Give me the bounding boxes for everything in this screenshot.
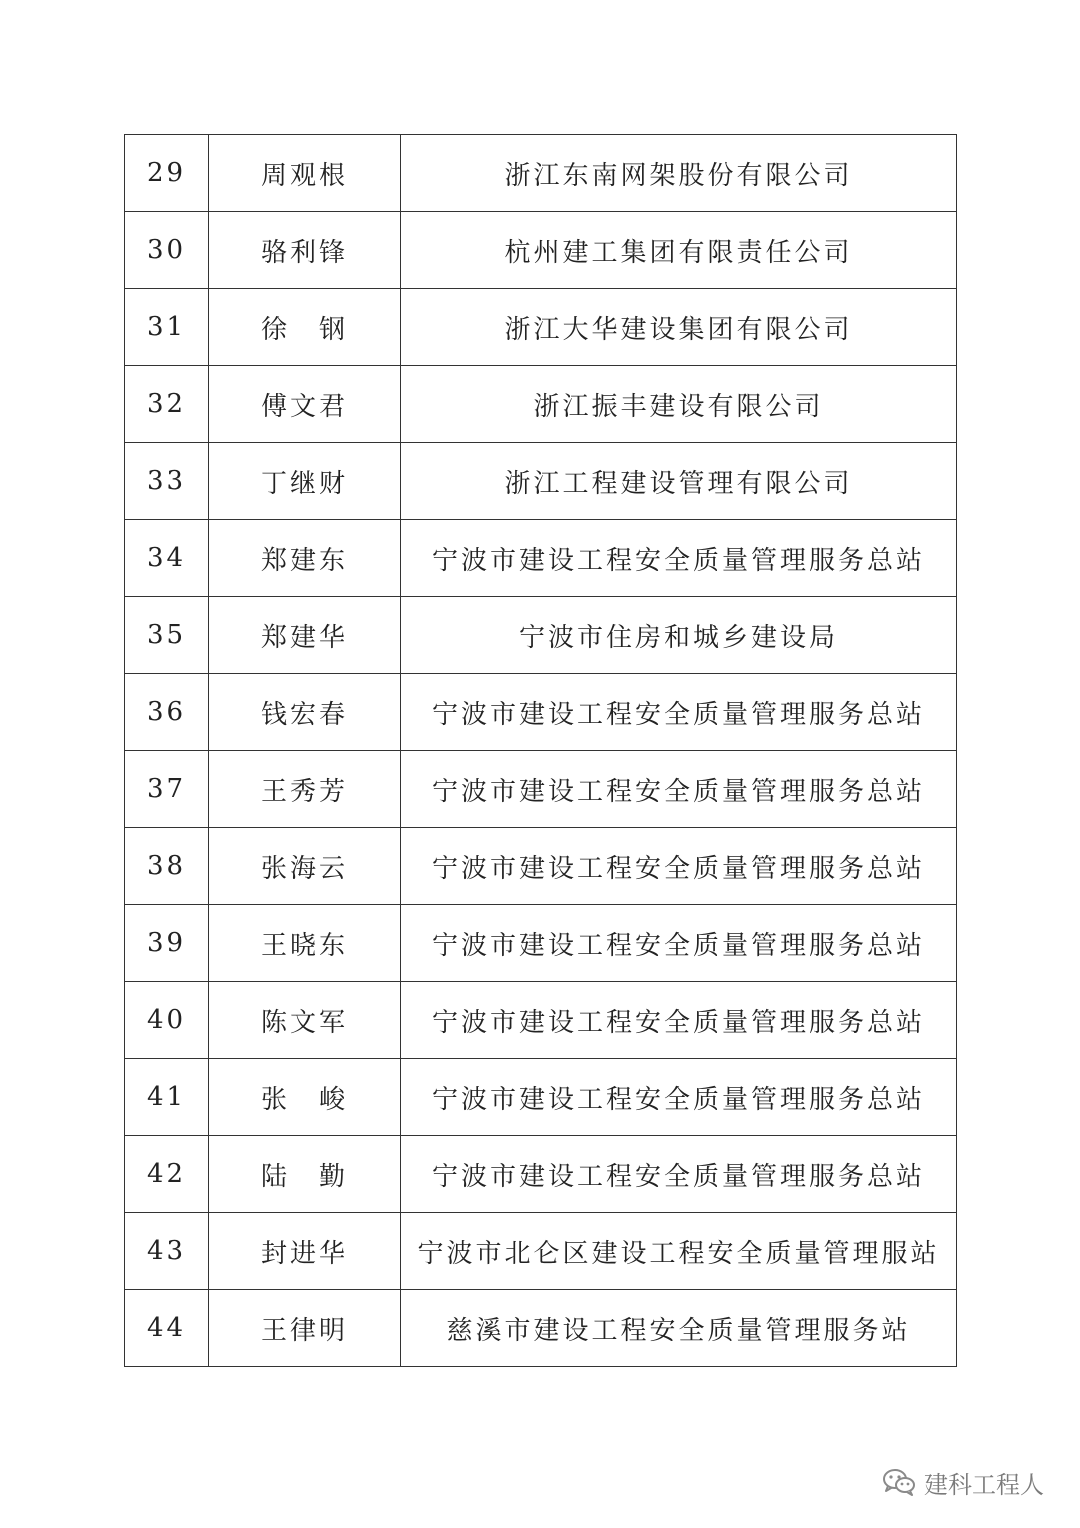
organization: 慈溪市建设工程安全质量管理服务站 <box>401 1290 957 1367</box>
watermark <box>882 1462 1044 1502</box>
table-row <box>125 751 957 828</box>
row-number: 35 <box>125 597 209 674</box>
row-number: 38 <box>125 828 209 905</box>
organization: 宁波市住房和城乡建设局 <box>401 597 957 674</box>
organization: 宁波市建设工程安全质量管理服务总站 <box>401 674 957 751</box>
table-row <box>125 212 957 289</box>
organization: 宁波市建设工程安全质量管理服务总站 <box>401 905 957 982</box>
row-number: 43 <box>125 1213 209 1290</box>
wechat-icon <box>882 1468 916 1496</box>
table-row <box>125 674 957 751</box>
person-name: 郑建华 <box>209 597 401 674</box>
table-row <box>125 1213 957 1290</box>
person-name: 陈文军 <box>209 982 401 1059</box>
table-row <box>125 1136 957 1213</box>
row-number: 44 <box>125 1290 209 1367</box>
organization: 浙江大华建设集团有限公司 <box>401 289 957 366</box>
table-row <box>125 1059 957 1136</box>
organization: 宁波市建设工程安全质量管理服务总站 <box>401 1059 957 1136</box>
table-row <box>125 828 957 905</box>
person-name: 封进华 <box>209 1213 401 1290</box>
person-name: 骆利锋 <box>209 212 401 289</box>
person-name: 傅文君 <box>209 366 401 443</box>
person-name: 郑建东 <box>209 520 401 597</box>
row-number: 42 <box>125 1136 209 1213</box>
organization: 宁波市建设工程安全质量管理服务总站 <box>401 982 957 1059</box>
organization: 浙江东南网架股份有限公司 <box>401 135 957 212</box>
row-number: 36 <box>125 674 209 751</box>
organization: 宁波市建设工程安全质量管理服务总站 <box>401 1136 957 1213</box>
organization: 宁波市北仑区建设工程安全质量管理服站 <box>401 1213 957 1290</box>
row-number: 37 <box>125 751 209 828</box>
person-name: 张海云 <box>209 828 401 905</box>
person-name: 张 峻 <box>209 1059 401 1136</box>
table-row <box>125 520 957 597</box>
person-name: 丁继财 <box>209 443 401 520</box>
person-name: 钱宏春 <box>209 674 401 751</box>
table-row <box>125 597 957 674</box>
table-row <box>125 135 957 212</box>
organization: 杭州建工集团有限责任公司 <box>401 212 957 289</box>
row-number: 29 <box>125 135 209 212</box>
row-number: 40 <box>125 982 209 1059</box>
organization: 浙江振丰建设有限公司 <box>401 366 957 443</box>
organization: 宁波市建设工程安全质量管理服务总站 <box>401 751 957 828</box>
row-number: 39 <box>125 905 209 982</box>
person-name: 王秀芳 <box>209 751 401 828</box>
person-name: 陆 勤 <box>209 1136 401 1213</box>
organization: 宁波市建设工程安全质量管理服务总站 <box>401 828 957 905</box>
watermark-text: 建科工程人 <box>924 1470 1044 1499</box>
person-name: 王晓东 <box>209 905 401 982</box>
table-row <box>125 443 957 520</box>
table-row <box>125 289 957 366</box>
person-name: 周观根 <box>209 135 401 212</box>
row-number: 30 <box>125 212 209 289</box>
table-row <box>125 905 957 982</box>
row-number: 34 <box>125 520 209 597</box>
row-number: 33 <box>125 443 209 520</box>
organization: 宁波市建设工程安全质量管理服务总站 <box>401 520 957 597</box>
table-row <box>125 982 957 1059</box>
roster-table <box>124 134 957 1367</box>
row-number: 41 <box>125 1059 209 1136</box>
organization: 浙江工程建设管理有限公司 <box>401 443 957 520</box>
row-number: 31 <box>125 289 209 366</box>
row-number: 32 <box>125 366 209 443</box>
person-name: 王律明 <box>209 1290 401 1367</box>
person-name: 徐 钢 <box>209 289 401 366</box>
table-row <box>125 1290 957 1367</box>
table-row <box>125 366 957 443</box>
